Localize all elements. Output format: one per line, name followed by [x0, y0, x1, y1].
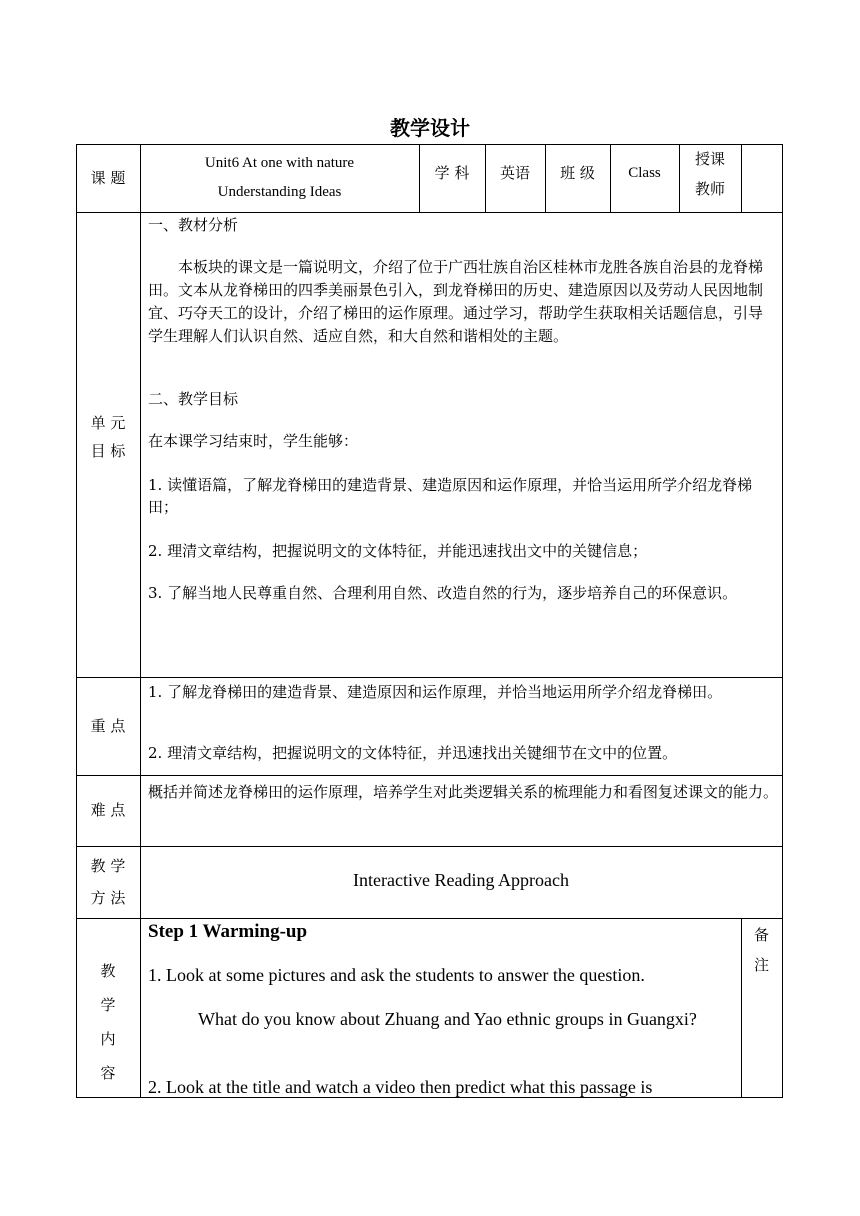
goal-1: 1. 读懂语篇，了解龙脊梯田的建造背景、建造原因和运作原理，并恰当运用所学介绍龙脊梯田；: [148, 476, 753, 516]
step1-item-2: 2. Look at the title and watch a video then predict what this passage is: [148, 1077, 653, 1097]
subject-label: 学 科: [434, 163, 470, 182]
section2-title: 二、教学目标: [148, 390, 239, 408]
step1-item-1: 1. Look at some pictures and ask the students to answer the question.: [148, 965, 645, 985]
topic-cell: [140, 144, 419, 212]
difficult-points-text: 概括并简述龙脊梯田的运作原理，培养学生对此类逻辑关系的梳理能力和看图复述课文的能力。: [148, 783, 779, 801]
section1-body: 本板块的课文是一篇说明文，介绍了位于广西壮族自治区桂林市龙胜各族自治县的龙脊梯田。文本从龙脊梯田的四季美丽景色引入，到龙脊梯田的历史、建造原因以及劳动人民因地制宜、巧夺天工的设计，介绍了梯田的运作原理。通过学习，帮助学生获取相关话题信息，引导学生理解人们认识自然、适应自然，和大自然和谐相处的主题。: [148, 258, 764, 345]
unit-goals-label: 单 元 目 标: [90, 414, 126, 460]
topic-line-2: Understanding Ideas: [217, 184, 342, 200]
subject-value: 英语: [499, 163, 530, 182]
topic-label: 课 题: [90, 168, 126, 187]
teacher-value: [741, 144, 782, 212]
step1-title: Step 1 Warming-up: [148, 921, 308, 942]
class-value: Class: [628, 164, 661, 181]
method-label: 教 学 方 法: [90, 857, 126, 907]
document-title: 教学设计: [390, 116, 470, 140]
lesson-plan-table: [76, 144, 783, 1098]
method-text: Interactive Reading Approach: [353, 869, 569, 890]
section1-title: 一、教材分析: [148, 216, 239, 234]
key-points-label: 重 点: [90, 716, 126, 735]
key-point-1: 1. 了解龙脊梯田的建造背景、建造原因和运作原理，并恰当地运用所学介绍龙脊梯田。: [148, 683, 723, 701]
class-label: 班 级: [560, 163, 595, 182]
goal-2: 2. 理清文章结构，把握说明文的文体特征，并能迅速找出文中的关键信息；: [148, 542, 648, 560]
goal-3: 3. 了解当地人民尊重自然、合理利用自然、改造自然的行为，逐步培养自己的环保意识。: [148, 584, 738, 602]
topic-line-1: Unit6 At one with nature: [204, 155, 355, 171]
step1-question: What do you know about Zhuang and Yao ethnic groups in Guangxi?: [198, 1009, 697, 1029]
difficult-points-label: 难 点: [90, 801, 126, 819]
key-point-2: 2. 理清文章结构，把握说明文的文体特征，并迅速找出关键细节在文中的位置。: [148, 744, 678, 762]
content-label: 教 学 内 容: [100, 962, 116, 1082]
teacher-label: 授课 教师: [694, 150, 725, 198]
notes-label: 备 注: [753, 926, 769, 974]
goals-intro: 在本课学习结束时，学生能够：: [148, 432, 359, 450]
